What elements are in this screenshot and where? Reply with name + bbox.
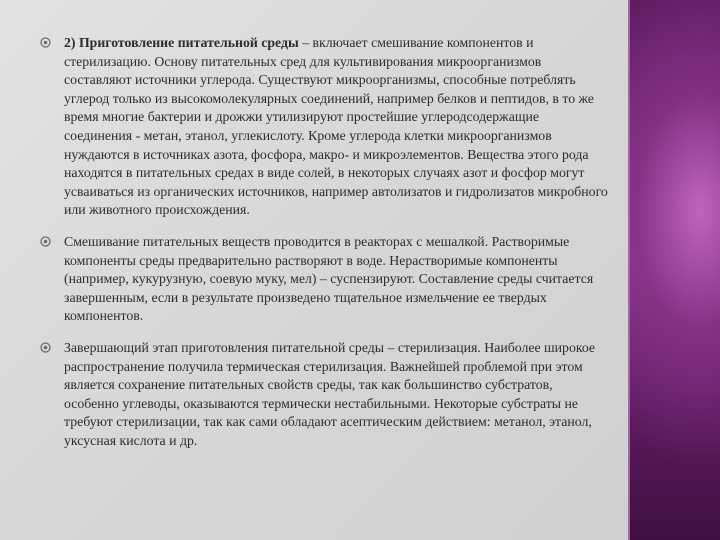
- paragraph-heading: 2) Приготовление питательной среды: [64, 35, 299, 50]
- paragraph-text: Смешивание питательных веществ проводится в реакторах с мешалкой. Растворимые компоненты среды предварительно растворяют в воде. Нерастворимые компоненты (например, кукурузную, соевую муку, мел) – суспензируют. Составление среды считается завершенным, если в результате произведено тщательное измельчение ее твердых компонентов.: [64, 233, 594, 324]
- bullet-paragraph-3: [40, 339, 608, 451]
- paragraph-text: Завершающий этап приготовления питательной среды – стерилизация. Наиболее широкое распространение получила термическая стерилизация. Важнейшей проблемой при этом является сохранение питательных свойств среды, так как большинство субстратов, особенно углеводы, оказываются термически нестабильными. Некоторые субстраты не требуют стерилизации, так как сами обладают асептическим действием: метанол, этанол, уксусная кислота и др.: [64, 339, 596, 448]
- paragraph-text: – включает смешивание компонентов и стерилизацию. Основу питательных сред для культивирования микроорганизмов составляют источники углерода. Существуют микроорганизмы, способные потреблять углерод только из высокомолекулярных соединений, например белков и пептидов, в то же время многие бактерии и дрожжи утилизируют простейшие углеродсодержащие соединения - метан, этанол, углекислоту. Кроме углерода клетки микроорганизмов нуждаются в источниках азота, фосфора, макро- и микроэлементов. Вещества этого рода находятся в питательных средах в виде солей, в некоторых случаях азот и фосфор могут усваиваться из органических источников, например автолизатов и гидролизатов микробного или животного происхождения.: [64, 35, 608, 218]
- bullet-circle-icon: [40, 236, 51, 247]
- bullet-circle-icon: [40, 342, 51, 353]
- bullet-circle-icon: [40, 37, 51, 48]
- bullet-paragraph-2: [40, 233, 608, 326]
- bullet-paragraph-1: [40, 34, 608, 220]
- slide-content: [40, 34, 608, 463]
- purple-side-band: [628, 0, 720, 540]
